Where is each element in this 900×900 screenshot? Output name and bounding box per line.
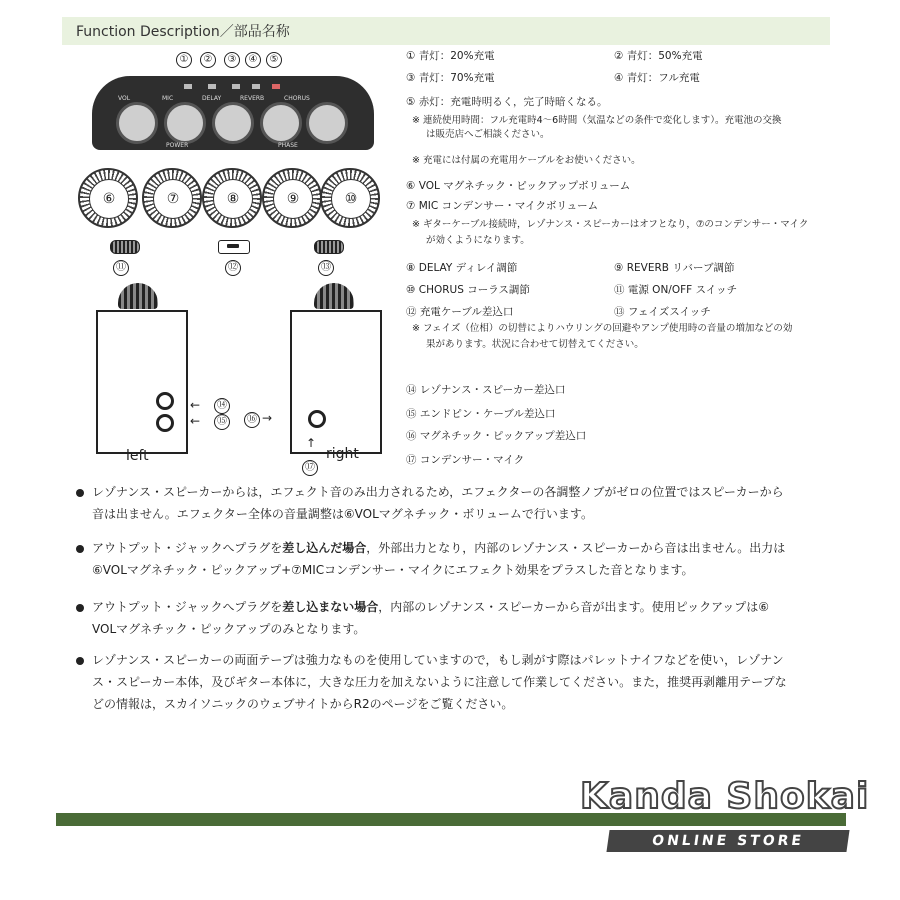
control-panel-diagram [92,76,374,150]
paragraph-3-line-1 [92,596,822,618]
paragraph-2-pre: アウトプット・ジャックへプラグを [92,541,283,555]
note-1-line-1: ※ 連続使用時間：フル充電時4～6時間（気温などの条件で変化します）。充電池の交換 [412,115,782,126]
panel-label-delay: DELAY [202,95,222,102]
right-unit-knob-cap [314,283,354,309]
knob-7-diagram [142,168,202,228]
power-switch-diagram [110,240,140,254]
led-number-4: ④ [245,52,261,68]
led-2 [208,84,216,89]
paragraph-4-line-3: どの情報は，スカイソニックのウェブサイトからR2のページをご覧ください。 [92,697,514,711]
knob-number-9: ⑨ [273,179,313,219]
mic-knob [164,102,206,144]
section-title: Function Description／部品名称 [76,24,290,40]
desc-17: ⑰ コンデンサー・マイク [406,454,525,466]
desc-2: ② 青灯：50%充電 [614,50,703,62]
desc-14: ⑭ レゾナンス・スピーカー差込口 [406,384,566,396]
phase-switch-diagram [314,240,344,254]
note-1-line-2: は販売店へご相談ください。 [426,129,550,140]
left-view-label: left [126,448,149,464]
bullet-2 [76,545,84,553]
desc-11: ⑪ 電源 ON/OFF スイッチ [614,284,738,296]
desc-1: ① 青灯：20%充電 [406,50,495,62]
vol-knob [116,102,158,144]
paragraph-3 [92,596,822,640]
delay-knob [212,102,254,144]
side-number-16: ⑯ [244,412,260,428]
reverb-knob [260,102,302,144]
section-header [62,17,830,45]
jack-15 [156,414,174,432]
panel-label-reverb: REVERB [240,95,265,102]
desc-6: ⑥ VOL マグネチック・ピックアップボリューム [406,180,631,192]
led-4 [252,84,260,89]
side-number-14: ⑭ [214,398,230,414]
panel-label-phase: PHASE [278,142,298,149]
note-4-line-2: 果があります。状況に合わせて切替えてください。 [426,339,644,350]
desc-9: ⑨ REVERB リバーブ調節 [614,262,735,274]
bullet-4 [76,657,84,665]
right-view-label: right [326,446,359,462]
paragraph-2-line-1 [92,537,822,559]
charge-port-diagram [218,240,250,254]
panel-label-power: POWER [166,142,189,149]
jack-16 [308,410,326,428]
led-5 [272,84,280,89]
desc-8: ⑧ DELAY ディレイ調節 [406,262,518,274]
led-number-1: ① [176,52,192,68]
led-number-2: ② [200,52,216,68]
paragraph-4-line-2: ス・スピーカー本体，及びギター本体に，大きな圧力を加えないように注意して作業してください。また，推奨再剥離用テープな [92,675,787,689]
desc-12: ⑫ 充電ケーブル差込口 [406,306,514,318]
watermark-logo: Kanda Shokai [580,776,870,817]
left-unit-diagram [96,310,188,454]
panel-label-mic: MIC [162,95,174,102]
switch-number-13: ⑬ [318,260,334,276]
left-unit-knob-cap [118,283,158,309]
paragraph-2-bold: 差し込んだ場合 [282,541,367,555]
paragraph-3-pre: アウトプット・ジャックへプラグを [92,600,283,614]
arrow-15-icon: ← [190,414,201,428]
knob-number-8: ⑧ [213,179,253,219]
bullet-3 [76,604,84,612]
side-number-17: ⑰ [302,460,318,476]
desc-4: ④ 青灯：フル充電 [614,72,700,84]
note-4-line-1: ※ フェイズ（位相）の切替によりハウリングの回避やアンプ使用時の音量の増加などの効 [412,323,793,334]
paragraph-2 [92,537,822,581]
knob-number-7: ⑦ [153,179,193,219]
panel-label-vol: VOL [118,95,131,102]
chorus-knob [306,102,348,144]
paragraph-4 [92,649,822,715]
arrow-17-icon: ↑ [306,436,317,450]
desc-15: ⑮ エンドピン・ケーブル差込口 [406,408,556,420]
desc-7: ⑦ MIC コンデンサー・マイクボリューム [406,200,599,212]
side-number-15: ⑮ [214,414,230,430]
note-3-line-2: が効くようになります。 [426,235,530,246]
right-unit-diagram [290,310,382,454]
paragraph-4-line-1: レゾナンス・スピーカーの両面テープは強力なものを使用していますので，もし剥がす際はパレットナイフなどを使い，レゾナン [92,653,784,667]
knob-9-diagram [262,168,322,228]
paragraph-2-line-2: ⑥VOLマグネチック・ピックアップ+⑦MICコンデンサー・マイクにエフェクト効果をプラスした音となります。 [92,563,694,577]
jack-14 [156,392,174,410]
watermark-subtitle: ONLINE STORE [606,830,849,852]
paragraph-3-bold: 差し込まない場合 [282,600,379,614]
led-number-3: ③ [224,52,240,68]
desc-3: ③ 青灯：70%充電 [406,72,495,84]
knob-6-diagram [78,168,138,228]
panel-label-chorus: CHORUS [284,95,310,102]
desc-16: ⑯ マグネチック・ピックアップ差込口 [406,430,587,442]
arrow-16-icon: → [262,411,273,425]
switch-number-11: ⑪ [113,260,129,276]
desc-5: ⑤ 赤灯：充電時明るく，完了時暗くなる。 [406,96,608,108]
knob-number-10: ⑩ [331,179,371,219]
desc-10: ⑩ CHORUS コーラス調節 [406,284,530,296]
paragraph-3-line-2: VOLマグネチック・ピックアップのみとなります。 [92,622,366,636]
knob-8-diagram [202,168,262,228]
arrow-14-icon: ← [190,398,201,412]
note-2: ※ 充電には付属の充電用ケーブルをお使いください。 [412,155,641,166]
paragraph-1-line-2: 音は出ません。エフェクター全体の音量調整は⑥VOLマグネチック・ボリュームで行います。 [92,507,593,521]
led-1 [184,84,192,89]
paragraph-1-line-1: レゾナンス・スピーカーからは，エフェクト音のみ出力されるため，エフェクターの各調整ノブがゼロの位置ではスピーカーから [92,485,784,499]
paragraph-1 [92,481,822,525]
paragraph-2-post: ，外部出力となり，内部のレゾナンス・スピーカーから音は出ません。出力は [366,541,786,555]
led-3 [232,84,240,89]
paragraph-3-post: ，内部のレゾナンス・スピーカーから音が出ます。使用ピックアップは⑥ [378,600,770,614]
knob-number-6: ⑥ [89,179,129,219]
switch-number-12: ⑫ [225,260,241,276]
note-3-line-1: ※ ギターケーブル接続時，レゾナンス・スピーカーはオフとなり，⑦のコンデンサー・マイク [412,219,809,230]
knob-10-diagram [320,168,380,228]
desc-13: ⑬ フェイズスイッチ [614,306,711,318]
led-number-5: ⑤ [266,52,282,68]
bullet-1 [76,489,84,497]
